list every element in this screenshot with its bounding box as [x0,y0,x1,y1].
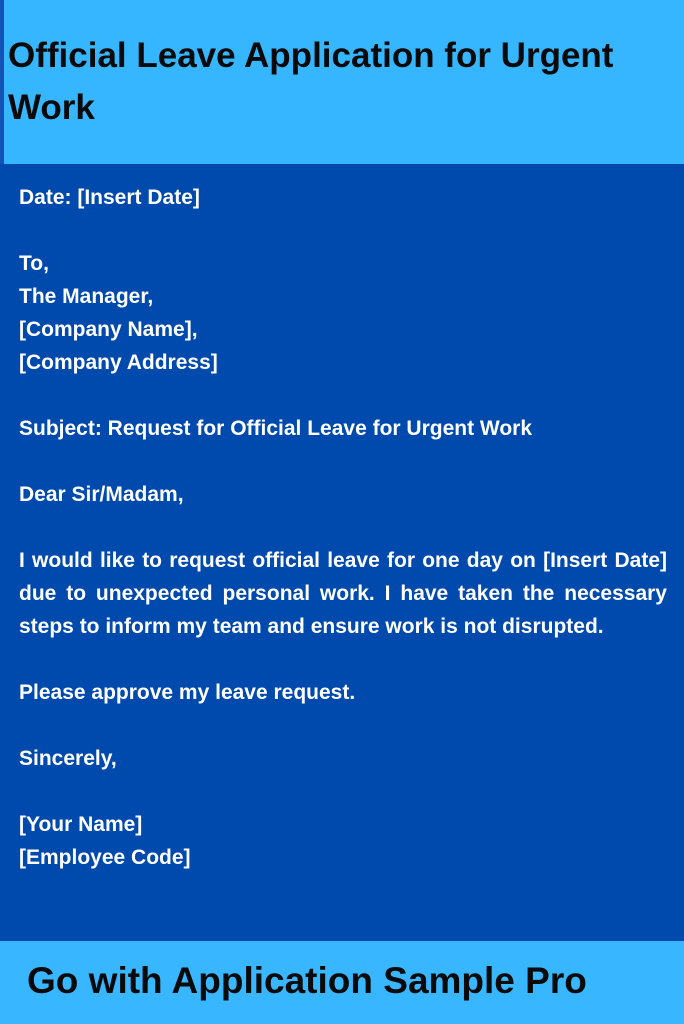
date-line: Date: [Insert Date] [19,186,200,209]
signature-code: [Employee Code] [19,846,191,869]
subject-line: Subject: Request for Official Leave for Urgent Work [19,417,533,440]
recipient-block [19,247,667,379]
recipient-line: [Company Address] [19,351,218,374]
footer-text: Go with Application Sample Pro [27,960,587,1001]
page-title: Official Leave Application for Urgent Work [8,36,614,127]
recipient-line: The Manager, [19,285,154,308]
letter-body [0,164,684,941]
salutation: Dear Sir/Madam, [19,483,184,506]
body-paragraph: I would like to request official leave for one day on [Insert Date] due to unexpected personal work. I have taken the necessary steps to inform my team and ensure work is not disrupted. [19,549,667,638]
signature-block [19,808,667,874]
title-banner [0,0,684,164]
recipient-line: To, [19,252,49,275]
closing: Sincerely, [19,747,117,770]
footer-banner [0,941,684,1024]
recipient-line: [Company Name], [19,318,198,341]
signature-name: [Your Name] [19,813,143,836]
request-line: Please approve my leave request. [19,681,356,704]
